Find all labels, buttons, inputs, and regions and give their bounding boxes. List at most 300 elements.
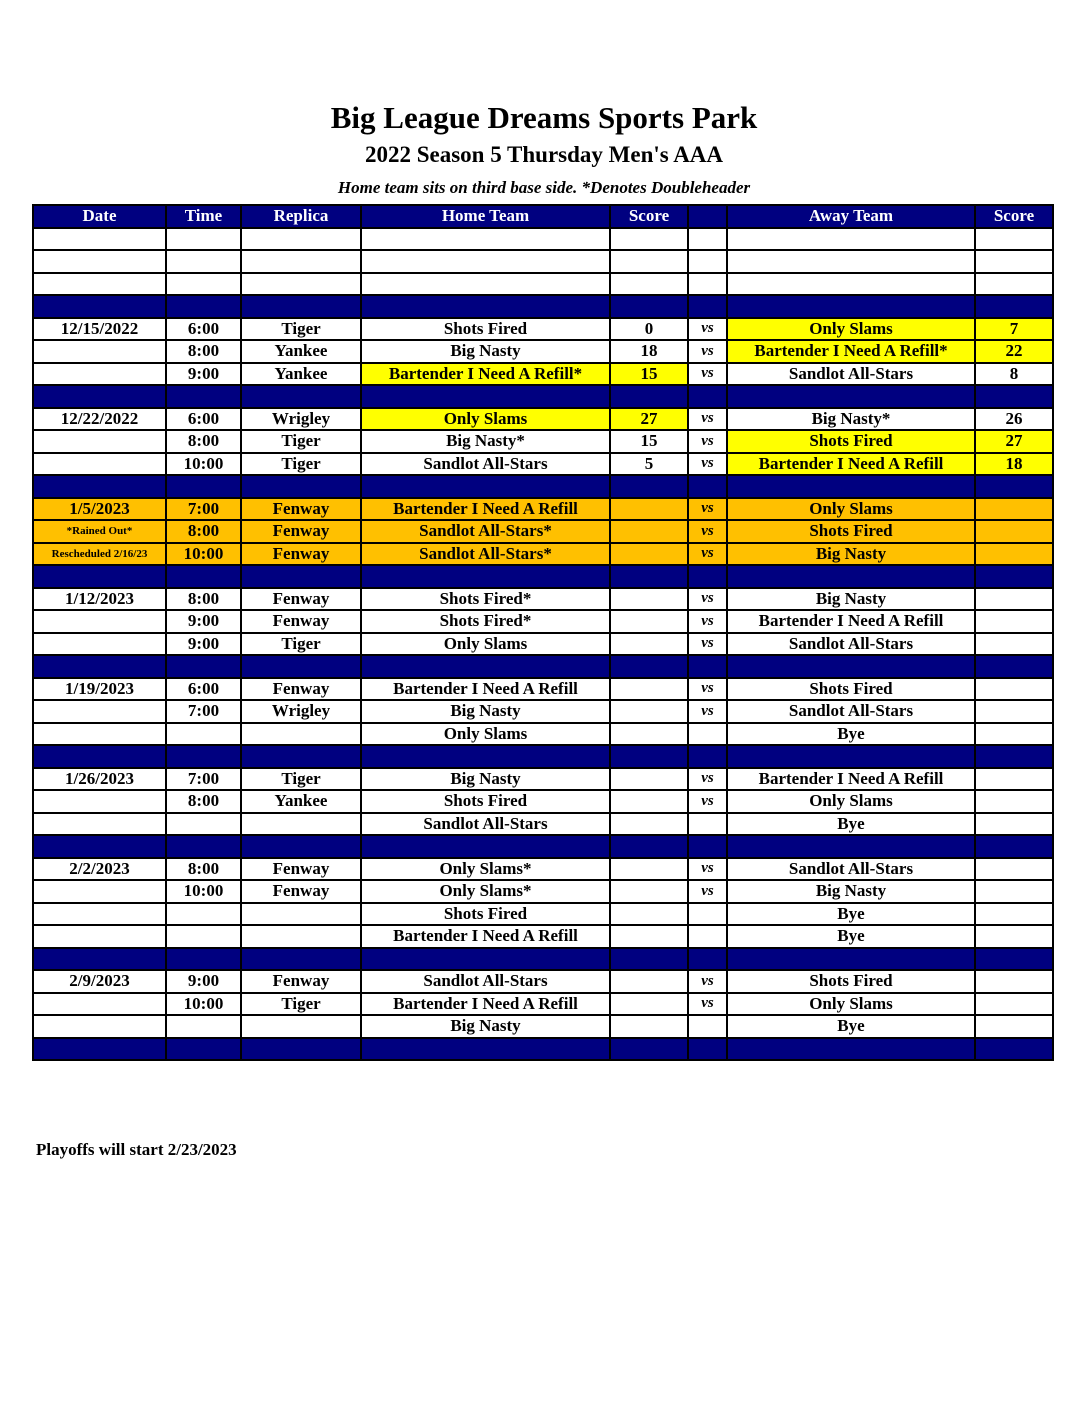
home-team-cell: Sandlot All-Stars (361, 970, 610, 993)
home-score-cell (610, 880, 688, 903)
away-team-cell: Bye (727, 925, 975, 948)
home-score-cell (610, 250, 688, 273)
vs-cell (688, 655, 727, 678)
replica-cell: Fenway (241, 520, 361, 543)
replica-cell (241, 655, 361, 678)
time-cell: 6:00 (166, 678, 241, 701)
home-team-cell (361, 948, 610, 971)
replica-cell (241, 385, 361, 408)
time-cell: 8:00 (166, 588, 241, 611)
time-cell (166, 385, 241, 408)
away-score-cell (975, 475, 1053, 498)
away-score-cell (975, 745, 1053, 768)
vs-cell: vs (688, 520, 727, 543)
time-cell (166, 903, 241, 926)
table-row (33, 880, 1053, 903)
home-score-cell (610, 790, 688, 813)
replica-cell: Tiger (241, 993, 361, 1016)
replica-cell (241, 565, 361, 588)
home-team-cell: Only Slams (361, 723, 610, 746)
replica-cell: Tiger (241, 453, 361, 476)
date-cell (33, 430, 166, 453)
away-team-cell: Sandlot All-Stars (727, 700, 975, 723)
time-cell (166, 475, 241, 498)
away-team-cell: Only Slams (727, 318, 975, 341)
away-score-cell (975, 588, 1053, 611)
home-team-cell: Big Nasty (361, 768, 610, 791)
home-team-cell: Big Nasty (361, 340, 610, 363)
time-cell: 7:00 (166, 768, 241, 791)
vs-cell: vs (688, 768, 727, 791)
col-home-team: Home Team (361, 205, 610, 228)
vs-cell: vs (688, 340, 727, 363)
separator-row (33, 295, 1053, 318)
home-score-cell: 27 (610, 408, 688, 431)
playoffs-note: Playoffs will start 2/23/2023 (36, 1140, 237, 1159)
time-cell: 6:00 (166, 318, 241, 341)
vs-cell (688, 475, 727, 498)
away-team-cell (727, 835, 975, 858)
time-cell: 6:00 (166, 408, 241, 431)
away-team-cell: Bye (727, 1015, 975, 1038)
replica-cell (241, 250, 361, 273)
col-date: Date (33, 205, 166, 228)
away-score-cell (975, 948, 1053, 971)
replica-cell: Wrigley (241, 408, 361, 431)
date-cell: Rescheduled 2/16/23 (33, 543, 166, 566)
separator-row (33, 565, 1053, 588)
table-row (33, 970, 1053, 993)
home-score-cell (610, 498, 688, 521)
time-cell (166, 925, 241, 948)
time-cell: 9:00 (166, 610, 241, 633)
time-cell (166, 745, 241, 768)
replica-cell (241, 948, 361, 971)
table-row (33, 925, 1053, 948)
home-score-cell (610, 700, 688, 723)
away-score-cell (975, 1038, 1053, 1061)
home-team-cell: Only Slams (361, 633, 610, 656)
separator-row (33, 655, 1053, 678)
away-team-cell: Shots Fired (727, 678, 975, 701)
away-team-cell: Bartender I Need A Refill (727, 453, 975, 476)
home-team-cell: Shots Fired* (361, 610, 610, 633)
away-score-cell (975, 295, 1053, 318)
replica-cell: Fenway (241, 970, 361, 993)
separator-row (33, 385, 1053, 408)
date-cell (33, 340, 166, 363)
home-team-cell: Only Slams (361, 408, 610, 431)
col-time: Time (166, 205, 241, 228)
vs-cell (688, 835, 727, 858)
home-team-cell: Big Nasty (361, 700, 610, 723)
replica-cell (241, 273, 361, 296)
home-team-cell: Shots Fired (361, 318, 610, 341)
replica-cell (241, 745, 361, 768)
home-team-cell: Shots Fired (361, 903, 610, 926)
date-cell (33, 813, 166, 836)
replica-cell (241, 835, 361, 858)
away-score-cell (975, 813, 1053, 836)
away-score-cell: 22 (975, 340, 1053, 363)
date-cell: 12/15/2022 (33, 318, 166, 341)
home-team-cell (361, 835, 610, 858)
separator-row (33, 1038, 1053, 1061)
table-row (33, 588, 1053, 611)
time-cell: 8:00 (166, 520, 241, 543)
date-cell (33, 655, 166, 678)
replica-cell: Yankee (241, 340, 361, 363)
away-team-cell: Only Slams (727, 993, 975, 1016)
separator-row (33, 948, 1053, 971)
home-score-cell (610, 723, 688, 746)
away-team-cell: Sandlot All-Stars (727, 633, 975, 656)
vs-cell (688, 565, 727, 588)
home-score-cell (610, 475, 688, 498)
table-row (33, 790, 1053, 813)
home-team-cell: Only Slams* (361, 858, 610, 881)
date-cell (33, 948, 166, 971)
table-row (33, 610, 1053, 633)
replica-cell: Tiger (241, 318, 361, 341)
away-team-cell (727, 250, 975, 273)
home-team-cell: Sandlot All-Stars (361, 813, 610, 836)
table-row (33, 340, 1053, 363)
vs-cell (688, 723, 727, 746)
date-cell (33, 453, 166, 476)
home-score-cell: 0 (610, 318, 688, 341)
schedule-table (32, 204, 1054, 1061)
home-team-cell: Bartender I Need A Refill (361, 993, 610, 1016)
replica-cell (241, 475, 361, 498)
date-cell (33, 633, 166, 656)
away-team-cell (727, 565, 975, 588)
date-cell (33, 790, 166, 813)
vs-cell (688, 273, 727, 296)
home-team-cell (361, 385, 610, 408)
date-cell (33, 723, 166, 746)
away-score-cell (975, 993, 1053, 1016)
home-score-cell (610, 768, 688, 791)
replica-cell: Tiger (241, 430, 361, 453)
header-row (33, 205, 1053, 228)
replica-cell: Yankee (241, 363, 361, 386)
away-score-cell (975, 228, 1053, 251)
table-row (33, 633, 1053, 656)
table-row (33, 903, 1053, 926)
table-row (33, 363, 1053, 386)
away-score-cell (975, 250, 1053, 273)
vs-cell: vs (688, 453, 727, 476)
date-cell (33, 565, 166, 588)
away-score-cell (975, 678, 1053, 701)
table-row (33, 453, 1053, 476)
date-cell (33, 475, 166, 498)
away-team-cell (727, 295, 975, 318)
time-cell: 10:00 (166, 543, 241, 566)
home-score-cell (610, 745, 688, 768)
table-row (33, 498, 1053, 521)
away-score-cell (975, 633, 1053, 656)
table-row (33, 228, 1053, 251)
date-cell (33, 700, 166, 723)
table-row (33, 543, 1053, 566)
date-cell: 2/2/2023 (33, 858, 166, 881)
vs-cell (688, 295, 727, 318)
home-score-cell (610, 228, 688, 251)
time-cell: 9:00 (166, 633, 241, 656)
time-cell: 9:00 (166, 363, 241, 386)
date-cell (33, 1038, 166, 1061)
home-score-cell (610, 610, 688, 633)
date-cell (33, 835, 166, 858)
away-score-cell (975, 835, 1053, 858)
home-score-cell (610, 1038, 688, 1061)
replica-cell (241, 813, 361, 836)
time-cell: 8:00 (166, 430, 241, 453)
home-team-cell: Big Nasty (361, 1015, 610, 1038)
col-vs (688, 205, 727, 228)
replica-cell: Tiger (241, 633, 361, 656)
replica-cell (241, 1038, 361, 1061)
away-team-cell: Shots Fired (727, 520, 975, 543)
vs-cell: vs (688, 993, 727, 1016)
away-score-cell: 26 (975, 408, 1053, 431)
away-team-cell (727, 745, 975, 768)
table-row (33, 678, 1053, 701)
vs-cell: vs (688, 678, 727, 701)
home-score-cell (610, 1015, 688, 1038)
home-team-cell: Shots Fired* (361, 588, 610, 611)
time-cell: 7:00 (166, 498, 241, 521)
home-team-cell: Sandlot All-Stars* (361, 520, 610, 543)
away-team-cell: Bye (727, 723, 975, 746)
away-team-cell: Shots Fired (727, 970, 975, 993)
home-score-cell: 15 (610, 363, 688, 386)
home-team-cell (361, 745, 610, 768)
date-cell (33, 993, 166, 1016)
date-cell (33, 1015, 166, 1038)
col-away-score: Score (975, 205, 1053, 228)
time-cell: 8:00 (166, 790, 241, 813)
time-cell: 10:00 (166, 880, 241, 903)
home-team-cell (361, 475, 610, 498)
date-cell: 12/22/2022 (33, 408, 166, 431)
date-cell: 1/5/2023 (33, 498, 166, 521)
date-cell (33, 610, 166, 633)
away-score-cell (975, 768, 1053, 791)
away-score-cell (975, 925, 1053, 948)
away-team-cell: Bartender I Need A Refill (727, 768, 975, 791)
vs-cell: vs (688, 610, 727, 633)
away-score-cell (975, 655, 1053, 678)
time-cell (166, 835, 241, 858)
vs-cell: vs (688, 430, 727, 453)
away-team-cell (727, 273, 975, 296)
away-team-cell: Only Slams (727, 498, 975, 521)
away-team-cell (727, 655, 975, 678)
away-team-cell: Bartender I Need A Refill (727, 610, 975, 633)
table-row (33, 813, 1053, 836)
table-row (33, 273, 1053, 296)
replica-cell: Fenway (241, 678, 361, 701)
away-team-cell: Big Nasty (727, 880, 975, 903)
away-score-cell (975, 498, 1053, 521)
date-cell: 1/12/2023 (33, 588, 166, 611)
home-score-cell (610, 295, 688, 318)
time-cell: 9:00 (166, 970, 241, 993)
vs-cell: vs (688, 790, 727, 813)
home-score-cell: 5 (610, 453, 688, 476)
home-score-cell (610, 543, 688, 566)
time-cell (166, 948, 241, 971)
home-score-cell (610, 993, 688, 1016)
away-team-cell: Sandlot All-Stars (727, 858, 975, 881)
home-team-cell (361, 295, 610, 318)
vs-cell (688, 813, 727, 836)
date-cell (33, 228, 166, 251)
home-team-cell: Sandlot All-Stars* (361, 543, 610, 566)
away-score-cell: 8 (975, 363, 1053, 386)
date-cell (33, 385, 166, 408)
replica-cell (241, 723, 361, 746)
home-score-cell (610, 678, 688, 701)
vs-cell (688, 385, 727, 408)
time-cell (166, 228, 241, 251)
time-cell: 8:00 (166, 340, 241, 363)
time-cell (166, 655, 241, 678)
page-title: Big League Dreams Sports Park (330, 100, 758, 135)
separator-row (33, 835, 1053, 858)
home-team-cell (361, 565, 610, 588)
home-score-cell (610, 565, 688, 588)
home-team-cell: Sandlot All-Stars (361, 453, 610, 476)
home-team-cell: Bartender I Need A Refill (361, 498, 610, 521)
home-team-cell: Bartender I Need A Refill (361, 678, 610, 701)
schedule-note: Home team sits on third base side. *Denotes Doubleheader (337, 178, 751, 197)
col-home-score: Score (610, 205, 688, 228)
home-score-cell (610, 588, 688, 611)
vs-cell: vs (688, 880, 727, 903)
replica-cell (241, 295, 361, 318)
away-score-cell (975, 610, 1053, 633)
away-score-cell (975, 903, 1053, 926)
home-score-cell (610, 273, 688, 296)
home-score-cell (610, 655, 688, 678)
col-away-team: Away Team (727, 205, 975, 228)
vs-cell (688, 250, 727, 273)
away-score-cell (975, 543, 1053, 566)
date-cell: *Rained Out* (33, 520, 166, 543)
home-score-cell (610, 385, 688, 408)
away-score-cell (975, 273, 1053, 296)
replica-cell: Wrigley (241, 700, 361, 723)
replica-cell: Yankee (241, 790, 361, 813)
time-cell (166, 273, 241, 296)
home-score-cell (610, 813, 688, 836)
home-team-cell: Big Nasty* (361, 430, 610, 453)
table-row (33, 858, 1053, 881)
page-subtitle: 2022 Season 5 Thursday Men's AAA (364, 142, 724, 167)
home-team-cell: Shots Fired (361, 790, 610, 813)
away-score-cell (975, 385, 1053, 408)
vs-cell: vs (688, 408, 727, 431)
away-team-cell: Big Nasty (727, 588, 975, 611)
away-team-cell: Shots Fired (727, 430, 975, 453)
home-score-cell: 15 (610, 430, 688, 453)
time-cell (166, 250, 241, 273)
away-score-cell: 27 (975, 430, 1053, 453)
replica-cell: Fenway (241, 880, 361, 903)
separator-row (33, 745, 1053, 768)
table-row (33, 318, 1053, 341)
table-row (33, 430, 1053, 453)
away-score-cell (975, 723, 1053, 746)
date-cell: 1/19/2023 (33, 678, 166, 701)
table-row (33, 250, 1053, 273)
home-score-cell (610, 858, 688, 881)
away-score-cell (975, 1015, 1053, 1038)
away-score-cell (975, 700, 1053, 723)
date-cell (33, 925, 166, 948)
vs-cell (688, 1015, 727, 1038)
time-cell (166, 723, 241, 746)
home-score-cell (610, 633, 688, 656)
home-score-cell: 18 (610, 340, 688, 363)
away-team-cell: Bartender I Need A Refill* (727, 340, 975, 363)
away-score-cell (975, 790, 1053, 813)
home-team-cell (361, 655, 610, 678)
home-score-cell (610, 925, 688, 948)
date-cell (33, 295, 166, 318)
vs-cell: vs (688, 363, 727, 386)
away-team-cell: Bye (727, 813, 975, 836)
vs-cell: vs (688, 498, 727, 521)
time-cell (166, 1015, 241, 1038)
away-score-cell: 18 (975, 453, 1053, 476)
date-cell (33, 250, 166, 273)
home-score-cell (610, 520, 688, 543)
vs-cell: vs (688, 588, 727, 611)
vs-cell: vs (688, 318, 727, 341)
away-team-cell: Only Slams (727, 790, 975, 813)
vs-cell (688, 228, 727, 251)
replica-cell (241, 228, 361, 251)
replica-cell: Fenway (241, 588, 361, 611)
date-cell (33, 363, 166, 386)
home-team-cell: Bartender I Need A Refill (361, 925, 610, 948)
date-cell (33, 903, 166, 926)
time-cell (166, 565, 241, 588)
away-team-cell (727, 385, 975, 408)
vs-cell (688, 925, 727, 948)
away-team-cell (727, 948, 975, 971)
replica-cell (241, 903, 361, 926)
table-row (33, 520, 1053, 543)
table-row (33, 700, 1053, 723)
away-team-cell: Big Nasty (727, 543, 975, 566)
home-score-cell (610, 903, 688, 926)
vs-cell (688, 745, 727, 768)
vs-cell (688, 948, 727, 971)
away-score-cell (975, 858, 1053, 881)
home-team-cell (361, 273, 610, 296)
date-cell (33, 745, 166, 768)
replica-cell: Fenway (241, 858, 361, 881)
home-team-cell (361, 228, 610, 251)
table-row (33, 1015, 1053, 1038)
time-cell (166, 295, 241, 318)
